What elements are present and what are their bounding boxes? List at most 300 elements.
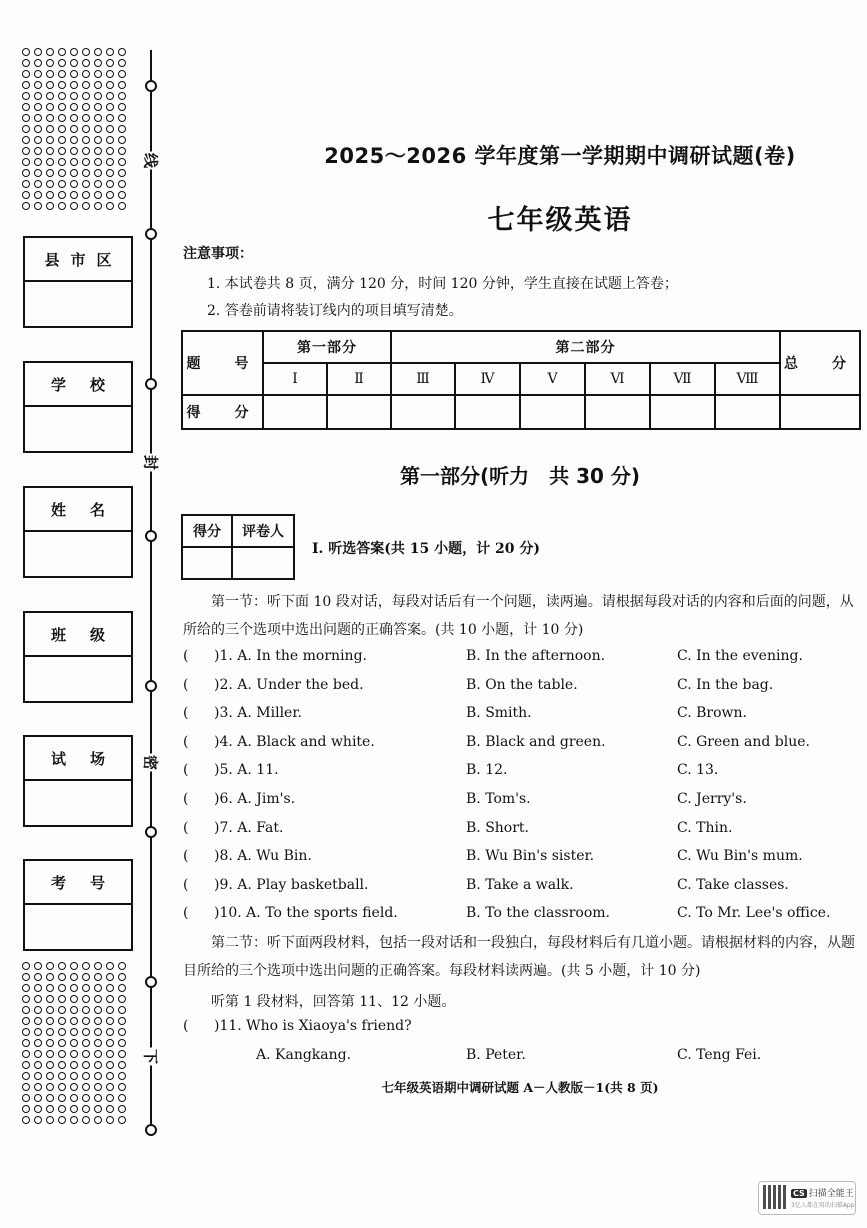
dot — [70, 962, 78, 970]
dot — [22, 984, 30, 992]
dot — [94, 147, 102, 155]
dot — [22, 59, 30, 67]
binding-circle — [145, 80, 157, 92]
field-label: 区 — [96, 250, 112, 269]
score-section-label: Ⅶ — [650, 363, 715, 395]
dot — [94, 125, 102, 133]
answer-paren[interactable]: ( — [183, 733, 189, 750]
dot — [58, 136, 66, 144]
notice-heading: 注意事项： — [183, 246, 253, 262]
exam-room-field[interactable] — [23, 735, 133, 827]
field-label: 学 — [50, 375, 66, 394]
dot — [34, 158, 42, 166]
question-row — [183, 848, 859, 874]
question-row — [183, 877, 859, 903]
dot — [118, 81, 126, 89]
answer-paren[interactable]: ( — [183, 876, 189, 893]
dot — [82, 1039, 90, 1047]
dot — [118, 202, 126, 210]
dot — [46, 962, 54, 970]
dot — [82, 191, 90, 199]
dot — [46, 103, 54, 111]
dot — [46, 147, 54, 155]
dot — [70, 48, 78, 56]
dot — [118, 1006, 126, 1014]
dot — [34, 169, 42, 177]
dot — [58, 1028, 66, 1036]
dot — [22, 202, 30, 210]
dot — [34, 103, 42, 111]
dot — [22, 1116, 30, 1124]
grader-table — [181, 514, 295, 580]
dot — [106, 158, 114, 166]
option-a: )6. A. Jim's. — [214, 791, 296, 807]
dot — [70, 180, 78, 188]
dot — [22, 1083, 30, 1091]
dot — [46, 1061, 54, 1069]
dot — [22, 1050, 30, 1058]
dot — [22, 125, 30, 133]
dot — [70, 169, 78, 177]
dot — [22, 103, 30, 111]
dot — [34, 1094, 42, 1102]
part1-title: 第一部分(听力 共 30 分) — [399, 464, 641, 488]
dot — [58, 114, 66, 122]
dot — [70, 59, 78, 67]
dot — [58, 158, 66, 166]
dot — [46, 158, 54, 166]
question-row — [183, 648, 859, 674]
answer-paren[interactable]: ( — [183, 819, 189, 836]
field-label: 班 — [50, 625, 66, 644]
grader-score-label: 得分 — [182, 515, 232, 547]
dot — [94, 984, 102, 992]
dot — [46, 81, 54, 89]
dot — [118, 92, 126, 100]
option-c: C. Jerry's. — [677, 791, 747, 807]
grader-score-cell[interactable] — [182, 547, 232, 579]
dot — [70, 1094, 78, 1102]
dot — [58, 1116, 66, 1124]
dot — [82, 169, 90, 177]
binding-line — [150, 50, 152, 1135]
binding-circle — [145, 680, 157, 692]
option-b: B. To the classroom. — [466, 905, 611, 922]
answer-paren[interactable]: ( — [183, 648, 189, 664]
dot — [70, 70, 78, 78]
dot — [106, 984, 114, 992]
option-c: C. To Mr. Lee's office. — [677, 905, 831, 922]
dot — [118, 995, 126, 1003]
option-b: B. On the table. — [466, 676, 578, 693]
dot — [46, 169, 54, 177]
option-a: )7. A. Fat. — [214, 819, 284, 836]
dot — [94, 191, 102, 199]
score-section-label: Ⅷ — [715, 363, 780, 395]
dot — [118, 48, 126, 56]
dot — [106, 1028, 114, 1036]
option-c: C. 13. — [677, 762, 719, 779]
dot — [106, 125, 114, 133]
dot — [70, 1050, 78, 1058]
dot — [94, 103, 102, 111]
binding-dot-pattern-bottom — [22, 962, 132, 1127]
dot — [118, 70, 126, 78]
class-field[interactable] — [23, 611, 133, 703]
option-a: )3. A. Miller. — [214, 705, 302, 722]
dot — [34, 147, 42, 155]
dot — [46, 180, 54, 188]
dot — [82, 136, 90, 144]
score-cell[interactable] — [715, 395, 780, 429]
dot — [34, 1028, 42, 1036]
dot — [106, 1094, 114, 1102]
dot — [106, 147, 114, 155]
dot — [82, 1006, 90, 1014]
dot — [22, 81, 30, 89]
dot — [106, 1061, 114, 1069]
field-label: 名 — [89, 500, 105, 519]
dot — [46, 92, 54, 100]
dot — [106, 114, 114, 122]
dot — [82, 962, 90, 970]
score-cell[interactable] — [263, 395, 327, 429]
dot — [70, 202, 78, 210]
dot — [94, 48, 102, 56]
dot — [58, 1094, 66, 1102]
option-b: B. In the afternoon. — [466, 648, 606, 664]
dot — [58, 962, 66, 970]
option-c: C. Brown. — [677, 705, 747, 722]
dot — [34, 70, 42, 78]
dot — [118, 1028, 126, 1036]
sub2-instructions: 第二节：听下面两段材料，包括一段对话和一段独白，每段材料后有几道小题。请根据材料的内容，从题目所给的三个选项中选出问题的正确答案。每段材料读两遍。(共 5 小题，计 10 分) — [183, 935, 855, 979]
dot — [58, 973, 66, 981]
dot — [46, 70, 54, 78]
answer-paren[interactable]: ( — [183, 1018, 189, 1034]
score-total-header: 总 分 — [780, 331, 860, 395]
dot — [106, 136, 114, 144]
option-a: )8. A. Wu Bin. — [214, 848, 312, 865]
dot — [46, 48, 54, 56]
dot — [58, 1050, 66, 1058]
answer-paren[interactable]: ( — [183, 676, 189, 693]
dot — [34, 191, 42, 199]
dot — [58, 1039, 66, 1047]
dot — [106, 1072, 114, 1080]
score-table — [181, 330, 861, 430]
notice-item-2: 2. 答卷前请将装订线内的项目填写清楚。 — [207, 303, 463, 319]
dot — [58, 1006, 66, 1014]
dot — [118, 103, 126, 111]
dot — [106, 1116, 114, 1124]
dot — [82, 147, 90, 155]
dot — [118, 973, 126, 981]
school-field[interactable] — [23, 361, 133, 453]
camscanner-badge: CS — [793, 1189, 805, 1198]
dot — [94, 1006, 102, 1014]
dot — [106, 1039, 114, 1047]
name-field[interactable] — [23, 486, 133, 578]
dot — [58, 202, 66, 210]
dot — [34, 1050, 42, 1058]
dot — [58, 1105, 66, 1113]
dot — [22, 1017, 30, 1025]
dot — [82, 1072, 90, 1080]
dot — [94, 973, 102, 981]
dot — [58, 81, 66, 89]
dot — [94, 995, 102, 1003]
field-label: 市 — [70, 250, 86, 269]
dot — [70, 147, 78, 155]
dot — [70, 1072, 78, 1080]
dot — [22, 1006, 30, 1014]
score-section-label: Ⅰ — [263, 363, 327, 395]
binding-dot-pattern-top — [22, 48, 132, 213]
answer-paren[interactable]: ( — [183, 762, 189, 779]
answer-paren[interactable]: ( — [183, 905, 189, 922]
option-b: B. Tom's. — [466, 791, 531, 807]
dot — [82, 180, 90, 188]
dot — [118, 191, 126, 199]
page-footer: 七年级英语期中调研试题 A－人教版－1(共 8 页) — [381, 1080, 659, 1095]
score-row-header: 得 分 — [182, 395, 263, 429]
dot — [94, 92, 102, 100]
score-part1-header: 第一部分 — [263, 331, 391, 363]
score-cell[interactable] — [327, 395, 391, 429]
option-b: B. Take a walk. — [466, 876, 574, 893]
score-section-label: Ⅲ — [391, 363, 455, 395]
dot — [34, 48, 42, 56]
grader-reviewer-cell[interactable] — [232, 547, 294, 579]
dot — [22, 147, 30, 155]
dot — [46, 59, 54, 67]
dot — [70, 1006, 78, 1014]
binding-word-line: 线 — [141, 152, 160, 168]
dot — [46, 136, 54, 144]
binding-circle — [145, 228, 157, 240]
field-label: 县 — [44, 250, 60, 269]
dot — [22, 1094, 30, 1102]
score-cell[interactable] — [455, 395, 520, 429]
score-section-label: Ⅵ — [585, 363, 650, 395]
dot — [118, 1094, 126, 1102]
dot — [118, 1039, 126, 1047]
option-c: C. In the evening. — [677, 648, 803, 664]
dot — [34, 202, 42, 210]
score-section-label: Ⅴ — [520, 363, 585, 395]
dot — [82, 1028, 90, 1036]
dot — [106, 1083, 114, 1091]
camscanner-tagline: 3亿人都在用的扫描App — [791, 1202, 855, 1209]
question-row — [183, 705, 859, 731]
dot — [94, 202, 102, 210]
dot — [58, 984, 66, 992]
dot — [70, 984, 78, 992]
dot — [46, 125, 54, 133]
option-b: B. 12. — [466, 762, 508, 779]
question-row — [183, 820, 859, 846]
dot — [70, 136, 78, 144]
option-c: C. Wu Bin's mum. — [677, 848, 803, 865]
dot — [82, 59, 90, 67]
option-c: C. In the bag. — [677, 676, 774, 693]
binding-word-below: 下 — [141, 1048, 160, 1064]
dot — [94, 1061, 102, 1069]
dot — [58, 169, 66, 177]
dot — [70, 81, 78, 89]
dot — [82, 103, 90, 111]
dot — [70, 1017, 78, 1025]
dot — [70, 1116, 78, 1124]
dot — [118, 1105, 126, 1113]
dot — [82, 1050, 90, 1058]
dot — [46, 1083, 54, 1091]
dot — [106, 48, 114, 56]
dot — [118, 180, 126, 188]
field-label: 考 — [50, 873, 66, 892]
dot — [106, 180, 114, 188]
option-a: )1. A. In the morning. — [214, 648, 367, 664]
dot — [22, 114, 30, 122]
option-c: C. Take classes. — [677, 876, 789, 893]
option-c: C. Teng Fei. — [677, 1047, 762, 1063]
dot — [94, 1050, 102, 1058]
dot — [70, 1028, 78, 1036]
dot — [34, 1039, 42, 1047]
question-stem: )11. Who is Xiaoya's friend? — [214, 1018, 412, 1034]
dot — [118, 158, 126, 166]
dot — [58, 995, 66, 1003]
option-b: B. Wu Bin's sister. — [466, 848, 595, 865]
dot — [34, 1116, 42, 1124]
dot — [106, 202, 114, 210]
dot — [22, 169, 30, 177]
dot — [94, 81, 102, 89]
dot — [106, 1017, 114, 1025]
dot — [106, 103, 114, 111]
dot — [94, 1072, 102, 1080]
question-row — [183, 762, 859, 788]
score-cell[interactable] — [391, 395, 455, 429]
dot — [22, 48, 30, 56]
dot — [70, 191, 78, 199]
dot — [94, 59, 102, 67]
dot — [34, 1017, 42, 1025]
answer-paren[interactable]: ( — [183, 791, 189, 807]
dot — [70, 92, 78, 100]
dot — [22, 136, 30, 144]
dot — [46, 1094, 54, 1102]
dot — [106, 81, 114, 89]
dot — [58, 1061, 66, 1069]
dot — [70, 995, 78, 1003]
dot — [118, 1116, 126, 1124]
score-cell[interactable] — [650, 395, 715, 429]
dot — [82, 1116, 90, 1124]
score-part2-header: 第二部分 — [391, 331, 780, 363]
dot — [94, 1017, 102, 1025]
dot — [46, 1039, 54, 1047]
dot — [46, 973, 54, 981]
camscanner-brand: 扫描全能王 — [808, 1189, 854, 1199]
dot — [106, 1050, 114, 1058]
score-cell-total[interactable] — [780, 395, 860, 429]
option-b: B. Black and green. — [466, 733, 606, 750]
dot — [34, 81, 42, 89]
option-a: )9. A. Play basketball. — [214, 876, 369, 893]
dot — [94, 136, 102, 144]
dot — [106, 995, 114, 1003]
dot — [118, 1061, 126, 1069]
dot — [94, 1094, 102, 1102]
dot — [22, 962, 30, 970]
dot — [82, 1094, 90, 1102]
dot — [58, 70, 66, 78]
dot — [70, 1061, 78, 1069]
dot — [70, 114, 78, 122]
answer-paren[interactable]: ( — [183, 705, 189, 722]
option-a: )10. A. To the sports field. — [214, 905, 398, 922]
question-11 — [183, 1018, 859, 1044]
option-b: B. Smith. — [466, 705, 532, 722]
notice-item-1: 1. 本试卷共 8 页，满分 120 分，时间 120 分钟，学生直接在试题上答卷； — [207, 276, 678, 292]
dot — [22, 1072, 30, 1080]
dot — [22, 191, 30, 199]
dot — [106, 1006, 114, 1014]
option-c: C. Thin. — [677, 819, 733, 836]
exam-number-field[interactable] — [23, 859, 133, 951]
field-label: 试 — [50, 749, 66, 768]
option-a: A. Kangkang. — [256, 1047, 352, 1063]
dot — [118, 147, 126, 155]
dot — [82, 995, 90, 1003]
field-label: 号 — [89, 873, 105, 892]
dot — [106, 70, 114, 78]
dot — [22, 1105, 30, 1113]
field-label: 校 — [89, 375, 105, 394]
field-label: 场 — [89, 749, 105, 768]
dot — [82, 125, 90, 133]
dot — [82, 1105, 90, 1113]
dot — [34, 1006, 42, 1014]
dot — [82, 48, 90, 56]
option-a: )4. A. Black and white. — [214, 733, 375, 750]
dot — [22, 995, 30, 1003]
answer-paren[interactable]: ( — [183, 848, 189, 865]
dot — [118, 1083, 126, 1091]
dot — [46, 1017, 54, 1025]
option-c: C. Green and blue. — [677, 733, 810, 750]
question-11-options — [183, 1047, 859, 1073]
binding-circle — [145, 530, 157, 542]
dot — [46, 1105, 54, 1113]
score-cell[interactable] — [520, 395, 585, 429]
dot — [82, 984, 90, 992]
dot — [118, 1050, 126, 1058]
dot — [106, 962, 114, 970]
dot — [106, 169, 114, 177]
dot — [34, 1072, 42, 1080]
dot — [106, 973, 114, 981]
county-field[interactable] — [23, 236, 133, 328]
dot — [70, 103, 78, 111]
dot — [106, 92, 114, 100]
dot — [82, 973, 90, 981]
score-cell[interactable] — [585, 395, 650, 429]
binding-circle — [145, 826, 157, 838]
material1-instruction: 听第 1 段材料，回答第 11、12 小题。 — [211, 994, 456, 1010]
